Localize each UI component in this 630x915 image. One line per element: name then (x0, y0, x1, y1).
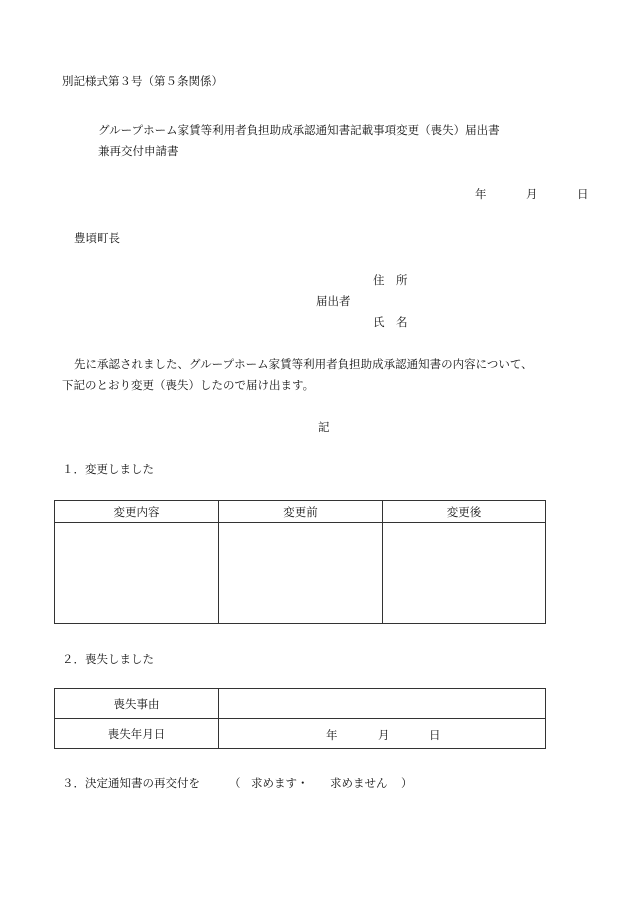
loss-date-day: 日 (429, 728, 441, 742)
change-content-header: 変更内容 (55, 501, 219, 523)
loss-date-cell[interactable] (219, 719, 546, 749)
section3-label: ３．決定通知書の再交付を (62, 776, 200, 790)
change-content-cell[interactable] (55, 523, 219, 624)
body-text-line-1: 先に承認されました、グループホーム家賃等利用者負担助成承認通知書の内容について、 (74, 357, 533, 371)
section3-paren-close: ） (401, 776, 413, 790)
loss-date-year: 年 (326, 728, 338, 742)
before-change-header: 変更前 (219, 501, 383, 523)
before-change-cell[interactable] (219, 523, 383, 624)
reissue-request-option[interactable]: 求めます・ (251, 776, 309, 790)
after-change-cell[interactable] (383, 523, 546, 624)
after-change-header: 変更後 (383, 501, 546, 523)
title-line-2: 兼再交付申請書 (98, 144, 179, 158)
reissue-decline-option[interactable]: 求めません (330, 776, 388, 790)
applicant-role-label: 届出者 (316, 294, 351, 308)
form-number: 別記様式第３号（第５条関係） (62, 74, 223, 88)
title-line-1: グループホーム家賃等利用者負担助成承認通知書記載事項変更（喪失）届出書 (98, 123, 500, 137)
section1-heading: １．変更しました (62, 462, 154, 476)
loss-date-label: 喪失年月日 (55, 719, 219, 749)
section2-heading: ２．喪失しました (62, 652, 154, 666)
date-month-label: 月 (526, 187, 538, 201)
change-table (54, 500, 546, 624)
date-year-label: 年 (475, 187, 487, 201)
section3-paren-open: （ (229, 776, 241, 790)
loss-date-month: 月 (378, 728, 390, 742)
loss-reason-cell[interactable] (219, 689, 546, 719)
date-day-label: 日 (577, 187, 589, 201)
addressee: 豊頃町長 (74, 231, 120, 245)
ki-heading: 記 (318, 420, 330, 434)
address-label: 住 所 (373, 273, 408, 287)
name-label: 氏 名 (373, 315, 408, 329)
body-text-line-2: 下記のとおり変更（喪失）したので届け出ます。 (62, 378, 315, 392)
loss-table (54, 688, 546, 749)
loss-reason-label: 喪失事由 (55, 689, 219, 719)
